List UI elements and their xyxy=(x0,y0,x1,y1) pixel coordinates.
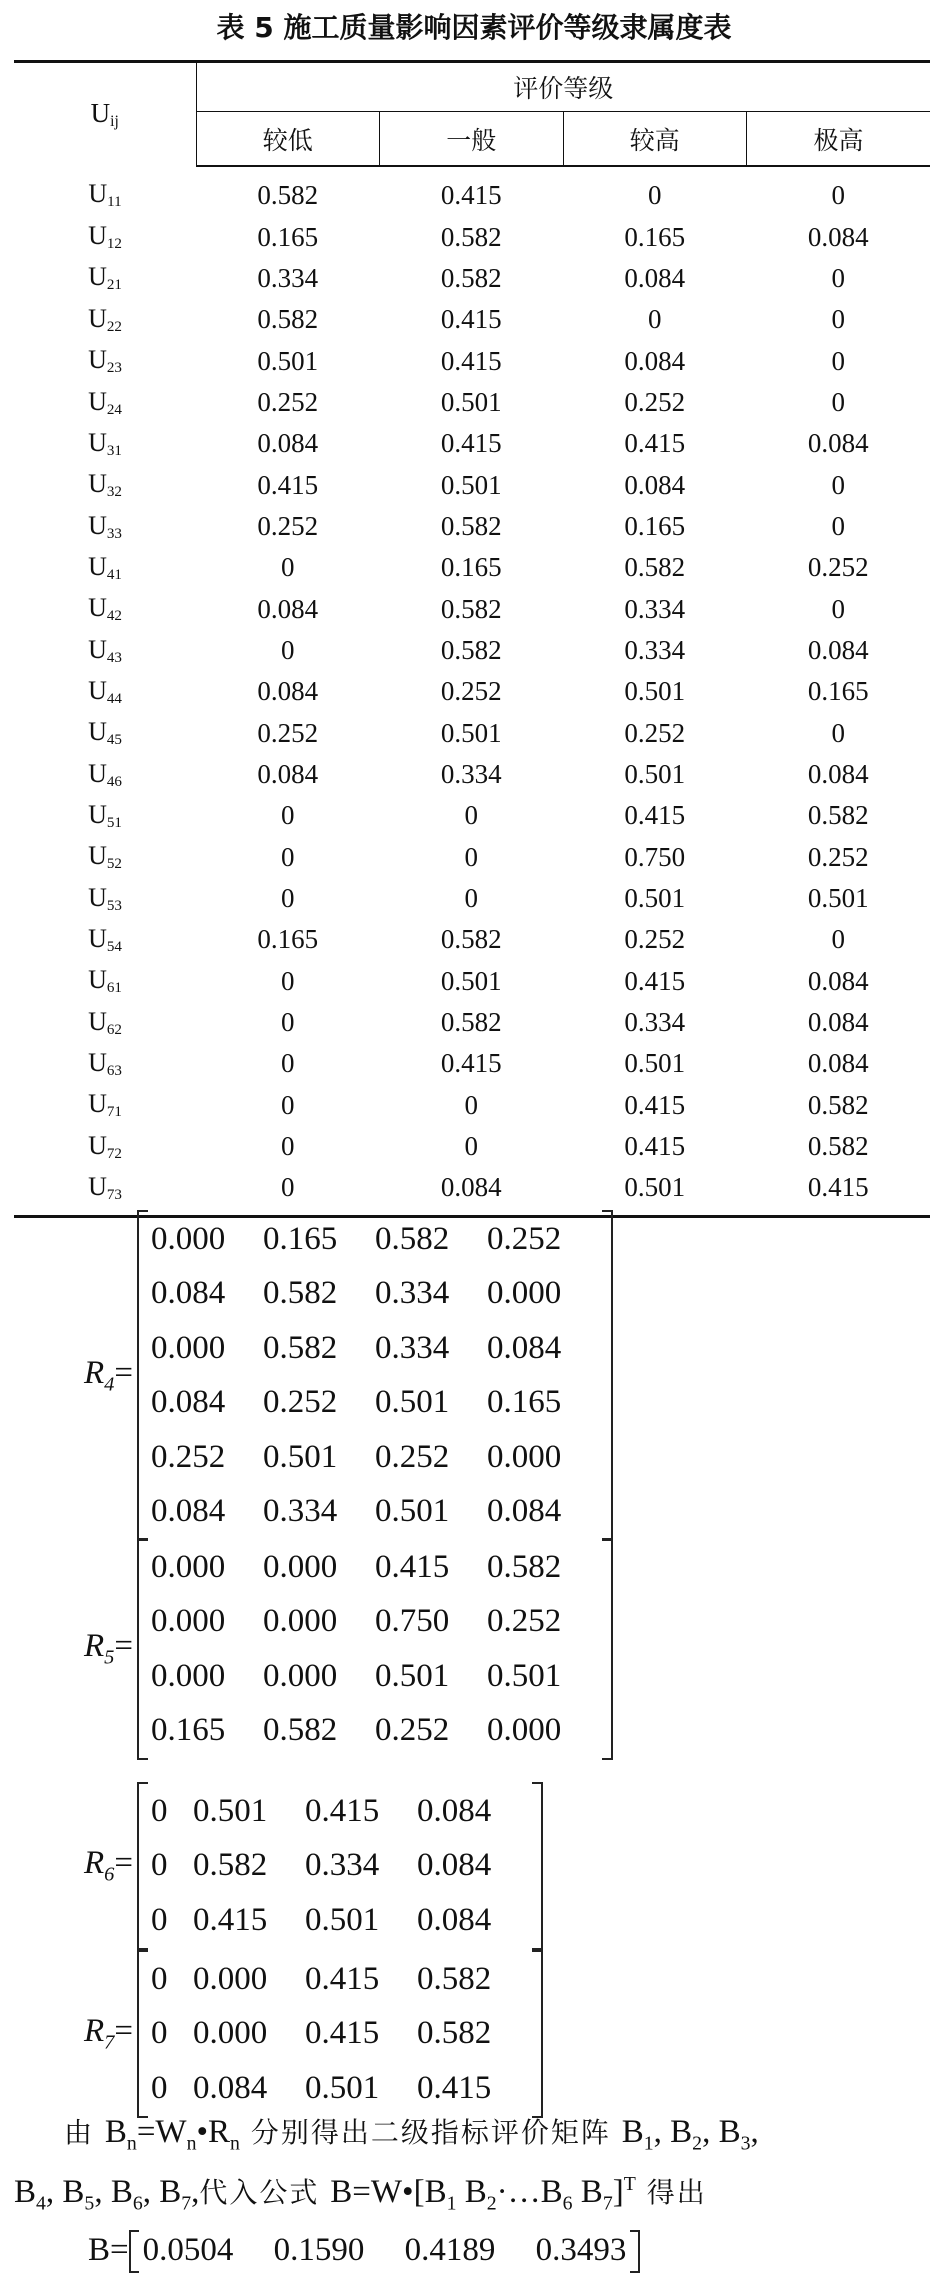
table-cell: 0.084 xyxy=(257,428,319,459)
matrix-cell: 0.000 xyxy=(487,1712,562,1749)
matrix-cell: 0.000 xyxy=(193,2015,268,2052)
table-cell: 0 xyxy=(281,841,295,872)
matrix-cell: 0.252 xyxy=(487,1603,562,1640)
level-header: 极高 xyxy=(747,112,931,167)
row-label: $U_{43}$ xyxy=(88,634,122,666)
matrix-cell: 0.582 xyxy=(263,1712,338,1749)
table-cell: 0.582 xyxy=(440,593,502,624)
row-label: $U_{31}$ xyxy=(88,427,122,459)
table-cell: 0 xyxy=(464,800,478,831)
table-row xyxy=(14,1167,930,1216)
row-label: $U_{73}$ xyxy=(14,1167,196,1216)
matrix-R5 xyxy=(84,1540,613,1758)
table-cell: 0.084 xyxy=(257,593,319,624)
table-cell: 0 xyxy=(831,510,845,541)
table-cell: 0.084 xyxy=(380,1167,564,1216)
table-cell: 0 xyxy=(464,1131,478,1162)
table-cell: 0.252 xyxy=(440,676,502,707)
table-cell: 0.582 xyxy=(257,304,319,335)
table-cell: 0.501 xyxy=(624,883,686,914)
table-row xyxy=(14,919,930,960)
table-cell: 0 xyxy=(281,965,295,996)
table-cell: 0 xyxy=(831,304,845,335)
table-row xyxy=(14,1043,930,1084)
table-cell: 0 xyxy=(281,552,295,583)
table-cell: 0.084 xyxy=(257,676,319,707)
matrix-cell: 0 xyxy=(151,2069,168,2106)
table-cell: 0.252 xyxy=(257,510,319,541)
matrix-cell: 0.000 xyxy=(487,1438,562,1475)
matrix-cell: 0.334 xyxy=(305,1847,380,1884)
matrix-cell: 0.501 xyxy=(305,1901,380,1938)
table-cell: 0.415 xyxy=(257,469,319,500)
table-cell: 0.084 xyxy=(807,965,869,996)
matrix-cell: 0.415 xyxy=(193,1901,268,1938)
evaluation-level-group-header: 评价等级 xyxy=(196,62,930,112)
table-cell: 0.415 xyxy=(440,180,502,211)
matrix-cell: 0 xyxy=(151,1901,168,1938)
matrix-cell: 0.084 xyxy=(151,1493,226,1530)
result-value: 0.0504 xyxy=(142,2232,234,2268)
row-label: $U_{45}$ xyxy=(88,717,122,749)
matrix-cell: 0.000 xyxy=(193,1960,268,1997)
table-cell: 0 xyxy=(464,1089,478,1120)
row-label: $U_{42}$ xyxy=(88,593,122,624)
table-cell: 0.415 xyxy=(440,304,502,335)
matrix-cell: 0 xyxy=(151,1847,168,1884)
matrix-body xyxy=(137,1212,613,1539)
table-cell: 0.084 xyxy=(807,1007,869,1038)
table-cell: 0.501 xyxy=(440,717,502,748)
row-label: $U_{62}$ xyxy=(88,1006,122,1038)
matrix-cell: 0.165 xyxy=(151,1712,226,1749)
table-row xyxy=(14,837,930,878)
result-value: 0.1590 xyxy=(273,2232,365,2268)
table-cell: 0.084 xyxy=(257,758,319,789)
matrix-cell: 0 xyxy=(151,2015,168,2052)
matrix-cell: 0.084 xyxy=(487,1329,562,1366)
table-row xyxy=(14,671,930,712)
matrix-cell: 0.252 xyxy=(151,1438,226,1475)
matrix-cell: 0.334 xyxy=(375,1329,450,1366)
row-label: $U_{12}$ xyxy=(88,221,122,252)
matrix-cell: 0.415 xyxy=(305,1960,380,1997)
table-cell: 0.084 xyxy=(807,1048,869,1079)
matrix-cell: 0.334 xyxy=(263,1493,338,1530)
level-header: 较低 xyxy=(196,112,380,167)
matrix-label: $R_6=$ xyxy=(84,1844,134,1886)
table-cell: 0.084 xyxy=(624,345,686,376)
row-label: $U_{21}$ xyxy=(88,262,122,294)
table-cell: 0.334 xyxy=(624,634,686,665)
matrix-cell: 0.252 xyxy=(375,1438,450,1475)
table-caption: 表 5 施工质量影响因素评价等级隶属度表 xyxy=(216,11,732,44)
result-value: 0.3493 xyxy=(535,2232,627,2268)
table-row xyxy=(14,1126,930,1167)
table-cell: 0.582 xyxy=(257,180,319,211)
table-cell: 0.084 xyxy=(807,428,869,459)
table-cell: 0.084 xyxy=(624,469,686,500)
table-cell: 0 xyxy=(831,386,845,417)
matrix-cell: 0.084 xyxy=(487,1493,562,1530)
table-cell: 0 xyxy=(648,304,662,335)
row-label: $U_{71}$ xyxy=(88,1089,122,1121)
table-cell: 0.501 xyxy=(624,758,686,789)
table-cell: 0.582 xyxy=(807,800,869,831)
table-row xyxy=(14,588,930,629)
table-cell: 0.582 xyxy=(440,221,502,252)
table-row xyxy=(14,340,930,381)
table-cell: 0.582 xyxy=(440,924,502,955)
table-cell: 0 xyxy=(281,1007,295,1038)
row-label: $U_{33}$ xyxy=(88,510,122,542)
matrix-cell: 0.415 xyxy=(375,1548,450,1585)
table-cell: 0.334 xyxy=(624,593,686,624)
table-cell: 0.582 xyxy=(440,510,502,541)
matrix-cell: 0.582 xyxy=(375,1220,450,1257)
table-cell: 0.582 xyxy=(440,262,502,293)
matrix-cell: 0.252 xyxy=(487,1220,562,1257)
row-label: $U_{22}$ xyxy=(88,303,122,335)
matrix-cell: 0.165 xyxy=(263,1220,338,1257)
matrix-cell: 0.582 xyxy=(263,1329,338,1366)
matrix-cell: 0.582 xyxy=(417,2015,492,2052)
table-cell: 0.252 xyxy=(624,717,686,748)
table-cell: 0 xyxy=(831,345,845,376)
row-label: $U_{51}$ xyxy=(88,799,122,831)
matrix-cell: 0.415 xyxy=(305,2015,380,2052)
matrix-label: $R_4=$ xyxy=(84,1354,134,1396)
table-cell: 0.252 xyxy=(624,924,686,955)
table-cell: 0 xyxy=(281,1048,295,1079)
table-cell: 0.084 xyxy=(807,221,869,252)
row-label: $U_{41}$ xyxy=(88,551,122,583)
table-cell: 0 xyxy=(281,800,295,831)
table-cell: 0.582 xyxy=(807,1131,869,1162)
table-row xyxy=(14,258,930,299)
membership-table xyxy=(14,60,930,1218)
table-cell: 0.415 xyxy=(440,345,502,376)
table-cell: 0.084 xyxy=(807,634,869,665)
matrix-cell: 0.501 xyxy=(193,1792,268,1829)
matrix-cell: 0.000 xyxy=(151,1603,226,1640)
row-label: $U_{32}$ xyxy=(88,469,122,500)
matrix-cell: 0.415 xyxy=(305,1792,380,1829)
table-cell: 0.501 xyxy=(807,883,869,914)
table-cell: 0 xyxy=(464,883,478,914)
table-cell: 0.582 xyxy=(440,634,502,665)
result-value: 0.4189 xyxy=(404,2232,496,2268)
result-label: B= xyxy=(88,2232,129,2268)
table-cell: 0.501 xyxy=(440,386,502,417)
matrix-cell: 0.000 xyxy=(151,1548,226,1585)
table-row xyxy=(14,423,930,464)
table-row xyxy=(14,547,930,588)
matrix-cell: 0.165 xyxy=(487,1384,562,1421)
table-cell: 0.415 xyxy=(624,1131,686,1162)
matrix-body xyxy=(137,1540,613,1758)
table-cell: 0.501 xyxy=(624,676,686,707)
matrix-cell: 0.084 xyxy=(151,1275,226,1312)
table-cell: 0.582 xyxy=(807,1089,869,1120)
table-cell: 0.501 xyxy=(624,1048,686,1079)
table-cell: 0 xyxy=(281,1131,295,1162)
row-label: $U_{72}$ xyxy=(88,1130,122,1162)
table-row xyxy=(14,464,930,505)
row-header: $U_{ij}$ xyxy=(14,62,196,167)
row-label: $U_{63}$ xyxy=(88,1048,122,1079)
table-row xyxy=(14,630,930,671)
table-cell: 0.501 xyxy=(440,965,502,996)
matrix-R7 xyxy=(84,1952,543,2116)
matrix-cell: 0.501 xyxy=(375,1493,450,1530)
table-cell: 0.084 xyxy=(624,262,686,293)
table-cell: 0.252 xyxy=(807,552,869,583)
table-cell: 0 xyxy=(831,717,845,748)
row-label: $U_{46}$ xyxy=(88,758,122,790)
level-header: 较高 xyxy=(563,112,747,167)
paragraph-line-1: 由 $B_n=W_n•R_n$ 分别得出二级指标评价矩阵 $B_1$, $B_2$, $B_3$, xyxy=(64,2114,759,2155)
matrix-body xyxy=(137,1952,543,2116)
table-cell: 0 xyxy=(831,593,845,624)
row-label: $U_{23}$ xyxy=(88,345,122,376)
table-cell: 0.252 xyxy=(257,386,319,417)
matrix-cell: 0.000 xyxy=(151,1657,226,1694)
paragraph-line-2: $B_4$, $B_5$, $B_6$, $B_7$,代入公式 $B=W•[B_1$ $B_2\cdot\dots B_6$ $B_7]^T$ 得出 xyxy=(14,2173,707,2215)
matrix-cell: 0 xyxy=(151,1792,168,1829)
matrix-label: $R_7=$ xyxy=(84,2012,134,2054)
table-cell: 0.501 xyxy=(563,1167,747,1216)
table-cell: 0.750 xyxy=(624,841,686,872)
table-row xyxy=(14,382,930,423)
result-vector xyxy=(88,2232,640,2269)
table-row xyxy=(14,506,930,547)
matrix-cell: 0.582 xyxy=(417,1960,492,1997)
table-cell: 0.415 xyxy=(624,1089,686,1120)
table-cell: 0.165 xyxy=(440,552,502,583)
matrix-cell: 0 xyxy=(151,1960,168,1997)
matrix-label: $R_5=$ xyxy=(84,1628,134,1669)
matrix-cell: 0.750 xyxy=(375,1603,450,1640)
matrix-body xyxy=(137,1784,543,1948)
table-cell: 0.415 xyxy=(624,965,686,996)
matrix-cell: 0.501 xyxy=(263,1438,338,1475)
table-cell: 0.252 xyxy=(257,717,319,748)
table-cell: 0.501 xyxy=(440,469,502,500)
table-row xyxy=(14,1085,930,1126)
table-cell: 0 xyxy=(831,924,845,955)
table-cell: 0.582 xyxy=(624,552,686,583)
table-cell: 0 xyxy=(831,469,845,500)
row-label: $U_{53}$ xyxy=(88,882,122,914)
table-cell: 0 xyxy=(196,1167,380,1216)
matrix-R6 xyxy=(84,1784,543,1948)
table-cell: 0.334 xyxy=(257,262,319,293)
table-cell: 0.165 xyxy=(624,221,686,252)
matrix-cell: 0.084 xyxy=(193,2069,268,2106)
row-label: $U_{52}$ xyxy=(88,841,122,873)
table-cell: 0.415 xyxy=(624,428,686,459)
matrix-cell: 0.000 xyxy=(151,1220,226,1257)
table-cell: 0 xyxy=(831,262,845,293)
table-cell: 0.582 xyxy=(440,1007,502,1038)
matrix-cell: 0.415 xyxy=(417,2069,492,2106)
matrix-cell: 0.000 xyxy=(263,1603,338,1640)
matrix-cell: 0.252 xyxy=(263,1384,338,1421)
table-cell: 0.415 xyxy=(440,1048,502,1079)
table-row xyxy=(14,961,930,1002)
matrix-cell: 0.000 xyxy=(263,1657,338,1694)
table-cell: 0.501 xyxy=(257,345,319,376)
matrix-cell: 0.252 xyxy=(375,1712,450,1749)
matrix-cell: 0.582 xyxy=(263,1275,338,1312)
table-cell: 0 xyxy=(831,180,845,211)
table-cell: 0.165 xyxy=(624,510,686,541)
matrix-cell: 0.582 xyxy=(193,1847,268,1884)
matrix-cell: 0.501 xyxy=(375,1384,450,1421)
table-row xyxy=(14,712,930,753)
table-cell: 0.084 xyxy=(807,758,869,789)
row-label: $U_{44}$ xyxy=(88,675,122,707)
row-label: $U_{24}$ xyxy=(88,386,122,418)
table-row xyxy=(14,1002,930,1043)
row-label: $U_{54}$ xyxy=(88,923,122,955)
table-cell: 0.415 xyxy=(747,1167,931,1216)
matrix-cell: 0.501 xyxy=(375,1657,450,1694)
table-row xyxy=(14,878,930,919)
table-row xyxy=(14,166,930,216)
table-cell: 0.415 xyxy=(440,428,502,459)
matrix-cell: 0.084 xyxy=(417,1792,492,1829)
table-cell: 0 xyxy=(281,634,295,665)
table-cell: 0.252 xyxy=(807,841,869,872)
matrix-cell: 0.084 xyxy=(417,1901,492,1938)
table-row xyxy=(14,216,930,257)
table-cell: 0.165 xyxy=(257,221,319,252)
matrix-cell: 0.000 xyxy=(151,1329,226,1366)
matrix-cell: 0.000 xyxy=(263,1548,338,1585)
table-cell: 0 xyxy=(648,180,662,211)
table-cell: 0.334 xyxy=(440,758,502,789)
matrix-cell: 0.582 xyxy=(487,1548,562,1585)
table-cell: 0.415 xyxy=(624,800,686,831)
table-cell: 0 xyxy=(281,1089,295,1120)
table-row xyxy=(14,299,930,340)
matrix-cell: 0.084 xyxy=(151,1384,226,1421)
level-header: 一般 xyxy=(380,112,564,167)
table-row xyxy=(14,795,930,836)
matrix-cell: 0.084 xyxy=(417,1847,492,1884)
row-label: $U_{61}$ xyxy=(88,965,122,997)
table-cell: 0.165 xyxy=(807,676,869,707)
table-cell: 0.252 xyxy=(624,386,686,417)
matrix-cell: 0.000 xyxy=(487,1275,562,1312)
table-cell: 0.165 xyxy=(257,924,319,955)
row-label: $U_{11}$ xyxy=(88,179,122,211)
matrix-cell: 0.501 xyxy=(305,2069,380,2106)
table-cell: 0 xyxy=(464,841,478,872)
table-cell: 0.334 xyxy=(624,1007,686,1038)
matrix-cell: 0.334 xyxy=(375,1275,450,1312)
table-row xyxy=(14,754,930,795)
matrix-R4 xyxy=(84,1212,613,1539)
matrix-cell: 0.501 xyxy=(487,1657,562,1694)
table-cell: 0 xyxy=(281,883,295,914)
